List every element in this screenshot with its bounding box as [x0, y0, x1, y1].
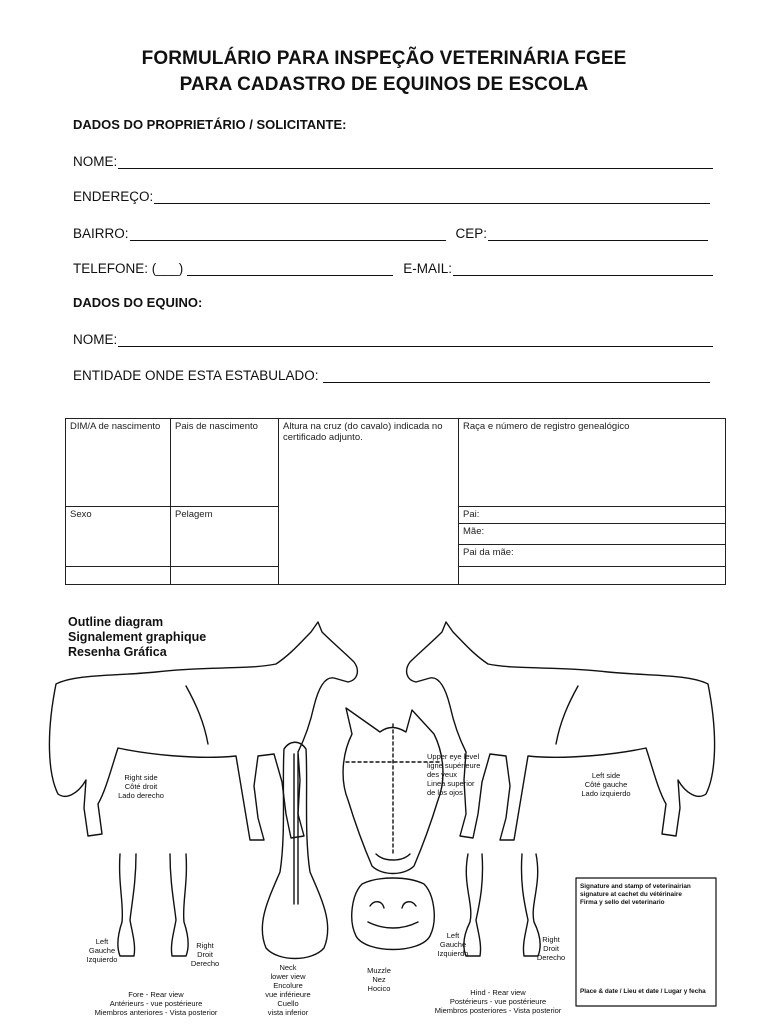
- place-date-label: Place & date / Lieu et date / Lugar y fecha: [580, 988, 706, 995]
- eye-level-label-5: de los ojos: [427, 788, 463, 797]
- left-side-label-3: Lado izquierdo: [581, 789, 631, 798]
- cell-dam-sire[interactable]: Pai da mãe:: [459, 545, 726, 567]
- left-side-label-1: Left side: [591, 771, 621, 780]
- signature-label-2: signature at cachet du vétérinaire: [580, 891, 682, 898]
- cell-sex[interactable]: Sexo: [66, 507, 171, 567]
- hind-left-label-2: Gauche: [439, 940, 467, 949]
- cell-birth-date[interactable]: DIM/A de nascimento: [66, 419, 171, 507]
- fore-left-label-1: Left: [95, 937, 109, 946]
- horse-data-table: [65, 418, 726, 585]
- horse-stable-field[interactable]: [73, 365, 710, 383]
- neck-lower-view-outline: [262, 742, 327, 958]
- owner-district-line[interactable]: [130, 227, 446, 241]
- owner-address-field[interactable]: [73, 186, 710, 204]
- owner-address-label: ENDEREÇO:: [73, 189, 154, 204]
- eye-level-label-3: des yeux: [427, 770, 458, 779]
- fore-caption-1: Fore - Rear view: [128, 990, 184, 999]
- cell-breed-registry[interactable]: Raça e número de registro genealógico: [459, 419, 726, 507]
- fore-left-label-2: Gauche: [88, 946, 116, 955]
- neck-caption-1: Neck: [279, 963, 297, 972]
- hind-caption-3: Miembros posteriores - Vista posterior: [434, 1006, 562, 1015]
- neck-caption-5: Cuello: [277, 999, 299, 1008]
- horse-section-title: DADOS DO EQUINO:: [73, 295, 203, 310]
- eye-level-label-4: Linea superior: [427, 779, 475, 788]
- horse-left-side-outline: [407, 622, 715, 840]
- diagram-title-3: Resenha Gráfica: [68, 645, 167, 659]
- cell-dam[interactable]: Mãe:: [459, 524, 726, 545]
- neck-caption-6: vista inferior: [267, 1008, 309, 1017]
- owner-district-zip-row[interactable]: [73, 223, 708, 241]
- horse-name-label: NOME:: [73, 332, 118, 347]
- fore-left-label-3: Izquierdo: [86, 955, 118, 964]
- right-side-label-1: Right side: [124, 773, 158, 782]
- muzzle-caption-3: Hocico: [367, 984, 391, 993]
- owner-district-label: BAIRRO:: [73, 226, 129, 241]
- cell-sire[interactable]: Pai:: [459, 507, 726, 524]
- fore-caption-3: Miembros anteriores - Vista posterior: [94, 1008, 218, 1017]
- form-title-line2: PARA CADASTRO DE EQUINOS DE ESCOLA: [179, 74, 589, 95]
- form-title-line1: FORMULÁRIO PARA INSPEÇÃO VETERINÁRIA FGEE: [141, 48, 627, 69]
- owner-address-line[interactable]: [154, 190, 710, 204]
- owner-email-line[interactable]: [453, 262, 713, 276]
- eye-level-label-1: Upper eye level: [427, 752, 480, 761]
- owner-zip-label: CEP:: [455, 226, 488, 241]
- hind-left-label-1: Left: [446, 931, 460, 940]
- fore-legs-outline: [118, 854, 188, 956]
- horse-stable-label: ENTIDADE ONDE ESTA ESTABULADO:: [73, 368, 319, 383]
- hind-left-label-3: Izquierdo: [437, 949, 469, 958]
- muzzle-caption-1: Muzzle: [367, 966, 391, 975]
- signature-label-3: Firma y sello del veterinario: [580, 899, 665, 906]
- cell-coat[interactable]: Pelagem: [171, 507, 279, 567]
- hind-caption-1: Hind - Rear view: [470, 988, 526, 997]
- owner-phone-email-row[interactable]: [73, 258, 713, 276]
- fore-right-label-2: Droit: [197, 950, 213, 959]
- owner-name-label: NOME:: [73, 154, 118, 169]
- neck-caption-2: lower view: [270, 972, 306, 981]
- fore-caption-2: Antérieurs - vue postérieure: [109, 999, 203, 1008]
- fore-right-label-1: Right: [196, 941, 214, 950]
- muzzle-outline: [352, 878, 435, 950]
- cell-birth-country[interactable]: Pais de nascimento: [171, 419, 279, 507]
- right-side-label-3: Lado derecho: [118, 791, 164, 800]
- hind-caption-2: Postérieurs - vue postérieure: [449, 997, 547, 1006]
- owner-phone-label: TELEFONE: (___): [73, 261, 184, 276]
- right-side-label-2: Côté droit: [124, 782, 158, 791]
- outline-diagram: [36, 604, 726, 1022]
- hind-right-label-2: Droit: [543, 944, 559, 953]
- horse-stable-line[interactable]: [323, 369, 710, 383]
- cell-blank-2[interactable]: [171, 567, 279, 585]
- hind-right-label-3: Derecho: [536, 953, 566, 962]
- owner-section-title: DADOS DO PROPRIETÁRIO / SOLICITANTE:: [73, 117, 347, 132]
- owner-name-field[interactable]: [73, 151, 713, 169]
- owner-email-label: E-MAIL:: [403, 261, 453, 276]
- owner-zip-line[interactable]: [488, 227, 708, 241]
- diagram-title-1: Outline diagram: [68, 615, 164, 629]
- owner-phone-line[interactable]: [187, 262, 393, 276]
- cell-blank-3[interactable]: [459, 567, 726, 585]
- horse-name-line[interactable]: [118, 333, 713, 347]
- eye-level-label-2: ligne supérieure: [427, 761, 481, 770]
- hind-right-label-1: Right: [542, 935, 560, 944]
- signature-label-1: Signature and stamp of veterinairian: [580, 883, 691, 890]
- hind-legs-outline: [464, 854, 540, 956]
- cell-height[interactable]: Altura na cruz (do cavalo) indicada no certificado adjunto.: [279, 419, 459, 585]
- left-side-label-2: Côté gauche: [584, 780, 628, 789]
- diagram-title-2: Signalement graphique: [68, 630, 207, 644]
- owner-name-line[interactable]: [118, 155, 713, 169]
- horse-name-field[interactable]: [73, 329, 713, 347]
- neck-caption-3: Encolure: [273, 981, 303, 990]
- cell-blank-1[interactable]: [66, 567, 171, 585]
- neck-caption-4: vue inférieure: [265, 990, 311, 999]
- muzzle-caption-2: Nez: [372, 975, 386, 984]
- fore-right-label-3: Derecho: [190, 959, 220, 968]
